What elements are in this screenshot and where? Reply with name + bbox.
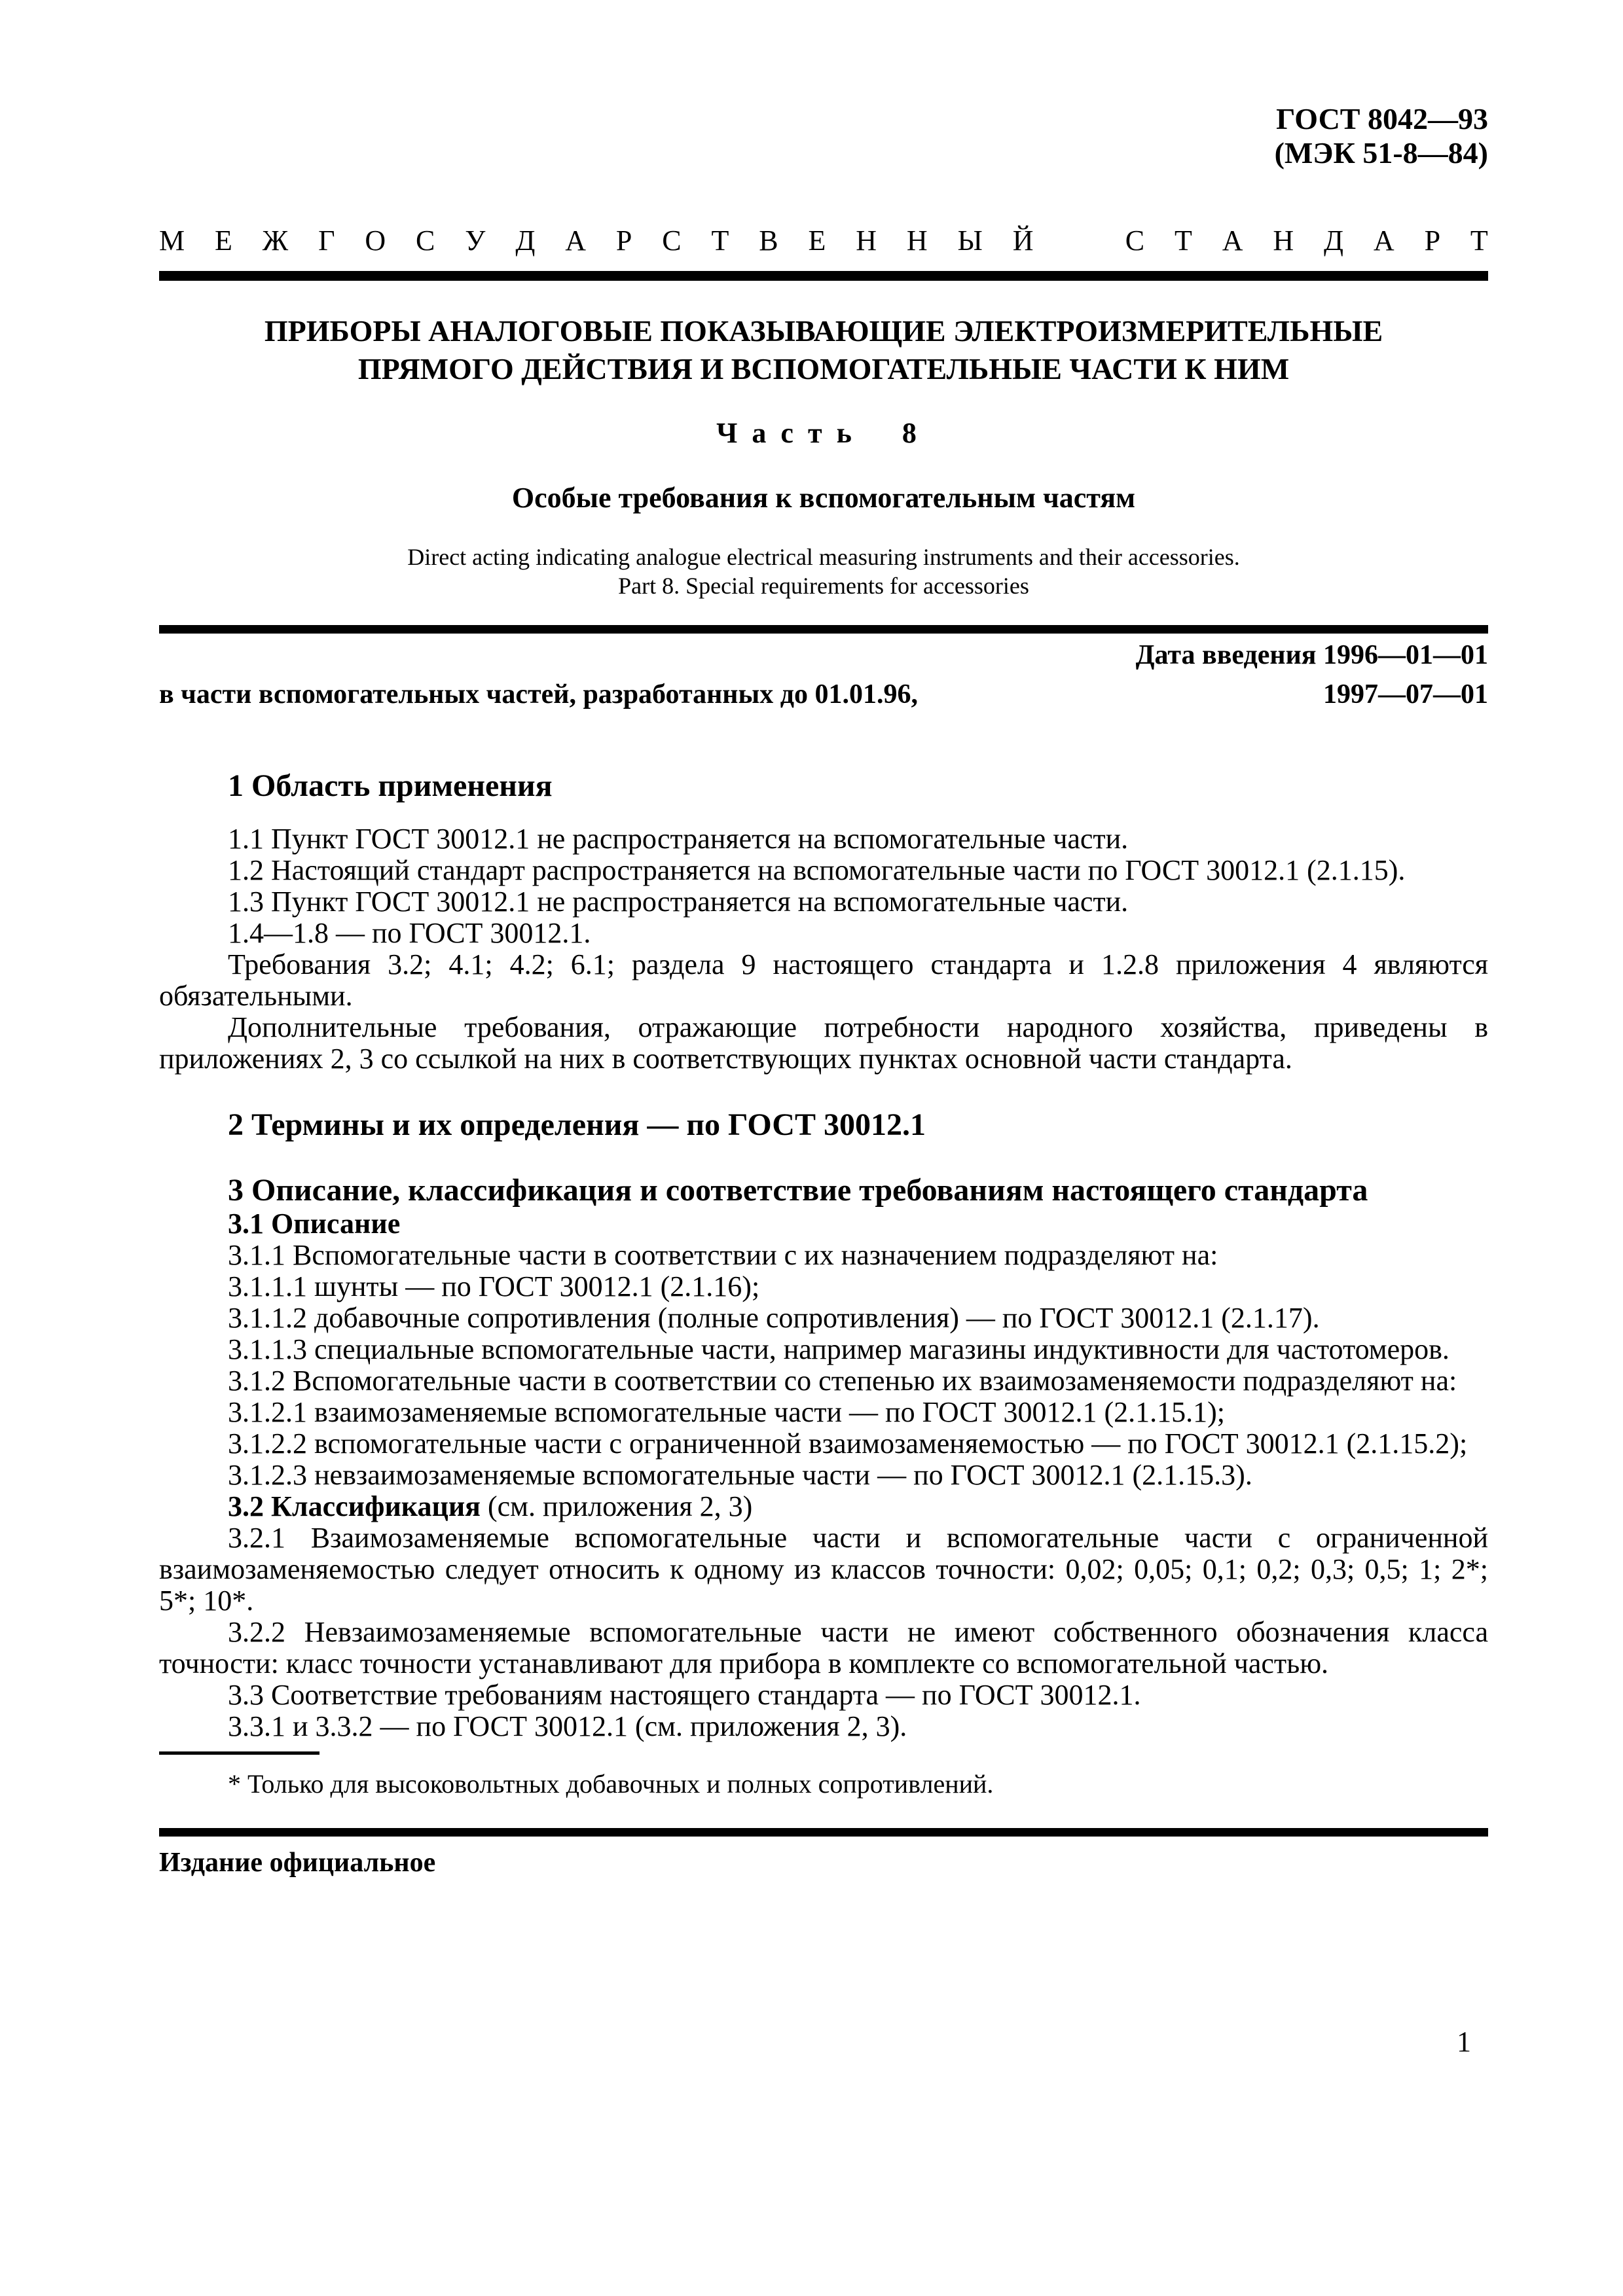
paragraph-3-1-1: 3.1.1 Вспомогательные части в соответствии с их назначением подразделяют на: xyxy=(228,1239,1218,1271)
subtitle-en xyxy=(159,543,1488,600)
section-1-body xyxy=(159,823,1488,1075)
footnote-divider xyxy=(159,1751,319,1755)
divider-thick-top xyxy=(159,271,1488,281)
section-2-heading: 2 Термины и их определения — по ГОСТ 30012.1 xyxy=(228,1107,926,1142)
effective-date: Дата введения 1996—01—01 xyxy=(1135,640,1488,670)
paragraph-1-4: 1.4—1.8 — по ГОСТ 30012.1. xyxy=(228,917,591,949)
subtitle-ru: Особые требования к вспомогательным частям xyxy=(511,482,1136,514)
paragraph-3-1-2-3: 3.1.2.3 невзаимозаменяемые вспомогательные части — по ГОСТ 30012.1 (2.1.15.3). xyxy=(228,1459,1252,1491)
paragraph-3-3: 3.3 Соответствие требованиям настоящего стандарта — по ГОСТ 30012.1. xyxy=(228,1679,1141,1711)
effective-note-left: в части вспомогательных частей, разработанных до 01.01.96, xyxy=(159,679,919,709)
official-edition-label: Издание официальное xyxy=(159,1848,436,1878)
paragraph-3-1-1-1: 3.1.1.1 шунты — по ГОСТ 30012.1 (2.1.16); xyxy=(228,1270,760,1302)
doc-number: ГОСТ 8042—93 xyxy=(1276,102,1488,135)
section-1-heading: 1 Область применения xyxy=(228,768,553,803)
paragraph-3-1-1-2: 3.1.1.2 добавочные сопротивления (полные сопротивления) — по ГОСТ 30012.1 (2.1.17). xyxy=(228,1302,1320,1334)
paragraph-3-1-1-3: 3.1.1.3 специальные вспомогательные части, например магазины индуктивности для частотомеров. xyxy=(228,1333,1450,1365)
subtitle-en-line1: Direct acting indicating analogue electrical measuring instruments and their accessories. xyxy=(407,544,1240,570)
paragraph-1-6: Дополнительные требования, отражающие потребности народного хозяйства, приведены в приложениях 2, 3 со ссылкой на них в соответствующих пунктах основной части стандарта. xyxy=(159,1011,1488,1075)
paragraph-1-5: Требования 3.2; 4.1; 4.2; 6.1; раздела 9 настоящего стандарта и 1.2.8 приложения 4 являются обязательными. xyxy=(159,948,1488,1012)
paragraph-3-2-1: 3.2.1 Взаимозаменяемые вспомогательные части и вспомогательные части с ограниченной взаимозаменяемостью следует относить к одному из классов точности: 0,02; 0,05; 0,1; 0,2; 0,3; 0,5; 1; 2*; 5*; 10*. xyxy=(159,1522,1488,1617)
paragraph-3-3-1: 3.3.1 и 3.3.2 — по ГОСТ 30012.1 (см. приложения 2, 3). xyxy=(228,1710,907,1742)
effective-note-right: 1997—07—01 xyxy=(1323,679,1488,709)
paragraph-3-1-2-1: 3.1.2.1 взаимозаменяемые вспомогательные части — по ГОСТ 30012.1 (2.1.15.1); xyxy=(228,1396,1225,1428)
document-title-line2: ПРЯМОГО ДЕЙСТВИЯ И ВСПОМОГАТЕЛЬНЫЕ ЧАСТИ К НИМ xyxy=(357,352,1290,386)
document-title-line1: ПРИБОРЫ АНАЛОГОВЫЕ ПОКАЗЫВАЮЩИЕ ЭЛЕКТРОИЗМЕРИТЕЛЬНЫЕ xyxy=(264,314,1383,348)
footnote-text: * Только для высоковольтных добавочных и полных сопротивлений. xyxy=(228,1769,994,1799)
divider-thick-middle xyxy=(159,625,1488,634)
doc-number-block xyxy=(159,0,1488,170)
effective-date-note xyxy=(159,679,1488,709)
paragraph-1-2: 1.2 Настоящий стандарт распространяется на вспомогательные части по ГОСТ 30012.1 (2.1.15). xyxy=(228,854,1406,886)
paragraph-3-1-2: 3.1.2 Вспомогательные части в соответствии со степенью их взаимозаменяемости подразделяют на: xyxy=(228,1365,1457,1397)
part-label: Часть 8 xyxy=(716,417,931,449)
paragraph-3-1-2-2: 3.1.2.2 вспомогательные части с ограниченной взаимозаменяемостью — по ГОСТ 30012.1 (2.1.15.2); xyxy=(228,1427,1468,1460)
subtitle-en-line2: Part 8. Special requirements for accessories xyxy=(618,573,1029,599)
paragraph-1-1: 1.1 Пункт ГОСТ 30012.1 не распространяется на вспомогательные части. xyxy=(228,823,1129,855)
paragraph-1-3: 1.3 Пункт ГОСТ 30012.1 не распространяется на вспомогательные части. xyxy=(228,886,1129,918)
subsection-3-1-heading: 3.1 Описание xyxy=(228,1208,401,1240)
paragraph-3-2-2: 3.2.2 Невзаимозаменяемые вспомогательные части не имеют собственного обозначения класса точности: класс точности устанавливают для прибора в комплекте со вспомогательной частью. xyxy=(159,1616,1488,1679)
subsection-3-2-label: 3.2 Классификация xyxy=(228,1490,481,1522)
standard-banner: М Е Ж Г О С У Д А Р С Т В Е Н Н Ы Й С Т А Н Д А Р Т xyxy=(159,224,1488,257)
divider-thick-bottom xyxy=(159,1828,1488,1837)
subsection-3-2-note: (см. приложения 2, 3) xyxy=(481,1490,753,1522)
page-number: 1 xyxy=(1457,2026,1471,2058)
subsection-3-2-heading xyxy=(159,1491,1488,1522)
section-3-heading: 3 Описание, классификация и соответствие требованиям настоящего стандарта xyxy=(228,1173,1368,1208)
iec-number: (МЭК 51-8—84) xyxy=(1274,136,1488,170)
document-title xyxy=(159,312,1488,388)
